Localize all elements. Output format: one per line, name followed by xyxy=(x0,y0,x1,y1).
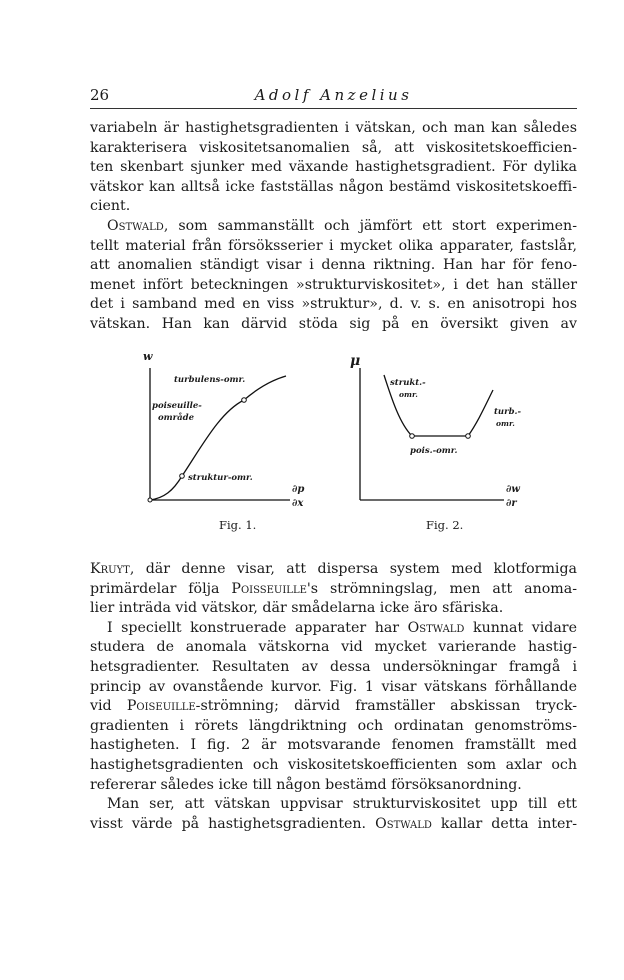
paragraph-line: ten skenbart sjunker med växande hastighetsgradient. För dylika xyxy=(90,159,577,176)
transition-point xyxy=(466,434,471,439)
paragraph-line: vätskor kan alltså icke fastställas någon bestämd viskositetskoeffi- xyxy=(90,178,577,195)
text-block-top xyxy=(90,119,577,335)
figure-2-caption: Fig. 2. xyxy=(426,518,464,532)
author-name: Ostwald xyxy=(375,815,432,832)
paragraph-line: lier inträda vid vätskor, där smådelarna icke äro sfäriska. xyxy=(90,600,504,617)
paragraph-line: princip av ovanstående kurvor. Fig. 1 visar vätskans förhållande xyxy=(90,678,577,695)
y-axis-label: w xyxy=(143,350,153,363)
viscosity-curve-turbulent xyxy=(468,390,493,436)
running-title: Adolf Anzelius xyxy=(254,86,413,104)
author-name: Ostwald xyxy=(107,217,164,234)
paragraph-line: hastighetsgradienten och viskositetskoefficienten som axlar och xyxy=(90,756,577,773)
paragraph-line: att anomalien ständigt visar i denna riktning. Han har för feno- xyxy=(90,257,577,274)
page-header xyxy=(90,86,577,109)
x-axis-label-denominator: ∂x xyxy=(292,498,304,509)
paragraph-line: vätskan. Han kan därvid stöda sig på en översikt given av xyxy=(90,315,577,332)
page-number: 26 xyxy=(90,86,110,104)
flow-curve-turbulent xyxy=(244,376,286,400)
label-struktur-region: strukt.- xyxy=(390,378,426,388)
author-name: Poiseuille xyxy=(126,698,196,715)
figure-2 xyxy=(344,350,534,540)
label-poiseuille-region-2: område xyxy=(158,413,195,423)
label-turbulent-region-2: omr. xyxy=(496,419,515,428)
paragraph-line: menet infört beteckningen »strukturviskositet», i det han ställer xyxy=(90,276,577,293)
label-struktur-region-2: omr. xyxy=(399,390,418,399)
paragraph-line: Man ser, att vätskan uppvisar strukturviskositet upp till ett xyxy=(107,796,577,813)
figure-1 xyxy=(140,350,320,540)
paragraph-line: refererar således icke till någon bestämd försöksanordning. xyxy=(90,776,522,793)
author-name: Ostwald xyxy=(407,619,465,636)
paragraph-line: studera de anomala vätskorna vid mycket varierande hastig- xyxy=(90,639,577,656)
paragraph-line: gradienten i rörets längdriktning och ordinatan genomströms- xyxy=(90,717,577,734)
author-name: Poisseuille xyxy=(231,580,307,597)
x-axis-label-numerator: ∂p xyxy=(292,484,305,495)
paragraph-line: variabeln är hastighetsgradienten i vätskan, och man kan således xyxy=(90,120,577,136)
transition-point xyxy=(410,434,415,439)
x-axis-label-numerator: ∂w xyxy=(506,484,520,495)
paragraph-line: cient. xyxy=(90,198,131,215)
label-poiseuille-region: pois.-omr. xyxy=(410,446,458,456)
label-turbulent-region: turbulens-omr. xyxy=(174,375,246,385)
transition-point xyxy=(242,398,247,403)
paragraph-line: hastigheten. I fig. 2 är motsvarande fenomen framställt med xyxy=(90,737,577,754)
figure-2-diagram xyxy=(344,350,534,540)
label-struktur-region: struktur-omr. xyxy=(188,473,253,483)
text-block-bottom xyxy=(90,560,577,834)
paragraph-line: I speciellt konstruerade apparater har Ostwald kunnat vidare xyxy=(107,619,577,636)
label-poiseuille-region: poiseuille- xyxy=(152,401,202,411)
paragraph-line: hetsgradienter. Resultaten av dessa undersökningar framgå i xyxy=(90,658,577,675)
paragraph-line: vid Poiseuille-strömning; därvid framställer abskissan tryck- xyxy=(90,698,577,715)
paragraph-line: Ostwald, som sammanställt och jämfört ett stort experimen- xyxy=(107,217,577,234)
paragraph-line: visst värde på hastighetsgradienten. Ostwald kallar detta inter- xyxy=(90,815,578,832)
paragraph-line: primärdelar följa Poisseuille's strömningslag, men att anoma- xyxy=(90,580,578,597)
paragraph-line: Kruyt, där denne visar, att dispersa system med klotformiga xyxy=(90,561,577,577)
paragraph-line: tellt material från försöksserier i mycket olika apparater, fastslår, xyxy=(90,237,577,254)
y-axis-label: μ xyxy=(350,353,361,369)
transition-point xyxy=(180,474,185,479)
label-turbulent-region: turb.- xyxy=(494,407,522,417)
x-axis-label-denominator: ∂r xyxy=(506,498,517,509)
paragraph-line: karakterisera viskositetsanomalien så, att viskositetskoefficien- xyxy=(90,139,577,156)
origin-point xyxy=(148,498,152,502)
figure-1-caption: Fig. 1. xyxy=(219,518,257,532)
author-name: Kruyt xyxy=(90,561,130,577)
paragraph-line: det i samband med en viss »struktur», d. v. s. en anisotropi hos xyxy=(90,296,577,313)
